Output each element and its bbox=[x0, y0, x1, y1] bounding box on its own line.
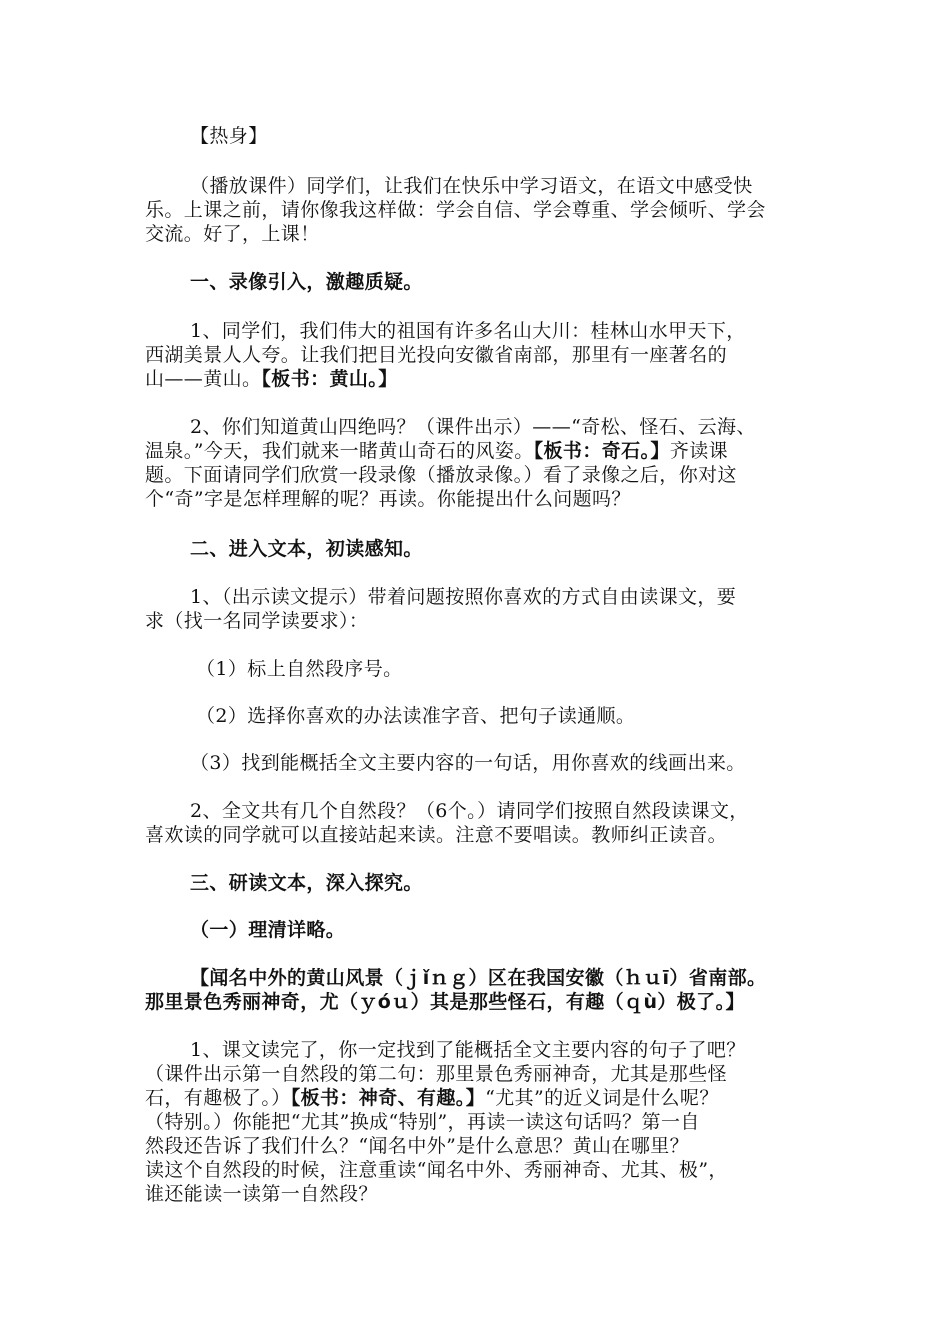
s1-p2-line-3: 题。下面请同学们欣赏一段录像（播放录像。）看了录像之后，你对这 bbox=[145, 464, 737, 486]
section-1-heading: 一、录像引入，激趣质疑。 bbox=[190, 271, 423, 293]
warmup-title: 【热身】 bbox=[190, 125, 268, 147]
s2-item-3: （3）找到能概括全文主要内容的一句话，用你喜欢的线画出来。 bbox=[190, 752, 746, 774]
s3-p1-line-6: 读这个自然段的时候，注意重读“闻名中外、秀丽神奇、尤其、极”， bbox=[145, 1159, 728, 1181]
s2-p2-line-1: 2、全文共有几个自然段？（6个。）请同学们按照自然段读课文， bbox=[190, 800, 749, 822]
quote-line-2: 那里景色秀丽神奇，尤（ｙóｕ）其是那些怪石，有趣（ｑù）极了。】 bbox=[145, 991, 745, 1013]
warmup-line-2: 乐。上课之前，请你像我这样做：学会自信、学会尊重、学会倾听、学会 bbox=[145, 199, 766, 221]
s1-p2-line-2-a: 温泉。”今天，我们就来一睹黄山奇石的风姿。 bbox=[145, 440, 534, 462]
s3-p1-line-3-a: 石，有趣极了。） bbox=[145, 1087, 291, 1109]
quote-line-1: 【闻名中外的黄山风景（ｊǐｎｇ）区在我国安徽（ｈｕī）省南部。 bbox=[190, 967, 767, 989]
s1-p1-line-3-text: 山——黄山。 bbox=[145, 368, 262, 390]
warmup-line-1: （播放课件）同学们，让我们在快乐中学习语文，在语文中感受快 bbox=[190, 175, 753, 197]
s1-p2-line-1: 2、你们知道黄山四绝吗？（课件出示）——“奇松、怪石、云海、 bbox=[190, 416, 756, 438]
warmup-line-3: 交流。好了，上课！ bbox=[145, 223, 320, 245]
s3-p1-line-3-b: “尤其”的近义词是什么呢？ bbox=[485, 1087, 719, 1109]
board-note-qishi: 【板书：奇石。】 bbox=[533, 440, 670, 462]
section-3-heading: 三、研读文本，深入探究。 bbox=[190, 872, 423, 894]
s3-p1-line-4: （特别。）你能把“尤其”换成“特别”，再读一读这句话吗？第一自 bbox=[145, 1111, 700, 1133]
s1-p2-line-4: 个“奇”字是怎样理解的呢？再读。你能提出什么问题吗？ bbox=[145, 488, 631, 510]
s2-p2-line-2: 喜欢读的同学就可以直接站起来读。注意不要唱读。教师纠正读音。 bbox=[145, 824, 728, 846]
s3-p1-line-5: 然段还告诉了我们什么？“闻名中外”是什么意思？黄山在哪里？ bbox=[145, 1135, 690, 1157]
s2-p1-line-1: 1、（出示读文提示）带着问题按照你喜欢的方式自由读课文，要 bbox=[190, 586, 737, 608]
board-note-shenqi: 【板书：神奇、有趣。】 bbox=[290, 1087, 486, 1109]
s2-item-2: （2）选择你喜欢的办法读准字音、把句子读通顺。 bbox=[196, 705, 636, 727]
section-2-heading: 二、进入文本，初读感知。 bbox=[190, 538, 423, 560]
s1-p2-line-2-b: 齐读课 bbox=[669, 440, 729, 462]
s3-p1-line-2: （课件出示第一自然段的第二句：那里景色秀丽神奇，尤其是那些怪 bbox=[145, 1063, 728, 1085]
s1-p2-line-2 bbox=[145, 439, 728, 463]
s2-p1-line-2: 求（找一名同学读要求）： bbox=[145, 610, 369, 632]
section-3-subheading: （一）理清详略。 bbox=[190, 919, 346, 941]
s1-p1-line-1: 1、同学们，我们伟大的祖国有许多名山大川：桂林山水甲天下， bbox=[190, 320, 746, 342]
s2-item-1: （1）标上自然段序号。 bbox=[196, 658, 403, 680]
s3-p1-line-7: 谁还能读一读第一自然段？ bbox=[145, 1183, 378, 1205]
s1-p1-line-2: 西湖美景人人夸。让我们把目光投向安徽省南部，那里有一座著名的 bbox=[145, 344, 728, 366]
s3-p1-line-3 bbox=[145, 1086, 719, 1110]
s1-p1-line-3 bbox=[145, 367, 398, 391]
board-note-huangshan: 【板书：黄山。】 bbox=[261, 368, 398, 390]
s3-p1-line-1: 1、课文读完了，你一定找到了能概括全文主要内容的句子了吧？ bbox=[190, 1039, 746, 1061]
